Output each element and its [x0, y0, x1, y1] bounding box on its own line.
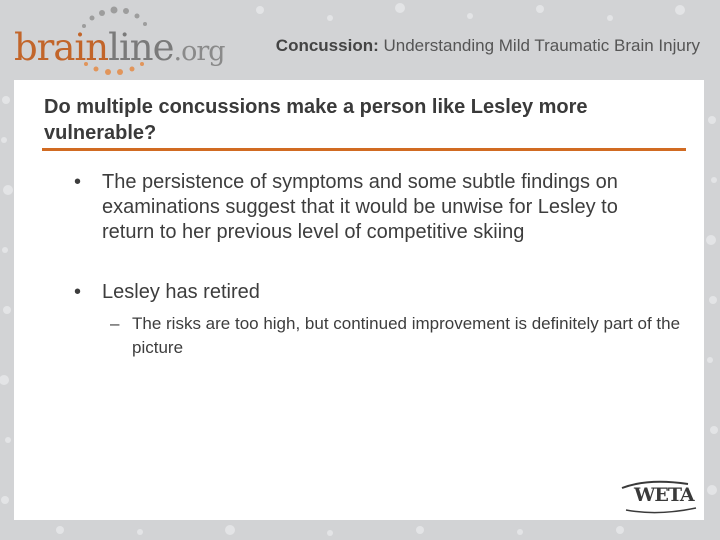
logo-wordmark: brainline.org — [14, 26, 225, 69]
presentation-title: Concussion: Understanding Mild Traumatic Brain Injury — [275, 36, 700, 55]
title-divider — [42, 148, 686, 151]
bullet-mark: • — [74, 281, 82, 303]
slide-title: Do multiple concussions make a person like Lesley more vulnerable? — [44, 96, 588, 144]
sub-bullet-mark: – — [110, 314, 120, 333]
bullet-text: The persistence of symptoms and some subtle findings on examinations suggest that it would be unwise for Lesley to return to her previous level of competitive skiing — [102, 171, 618, 243]
sub-bullet-item — [110, 312, 690, 360]
bullet-text: Lesley has retired — [102, 281, 260, 303]
sub-bullet-text: The risks are too high, but continued improvement is definitely part of the picture — [132, 314, 681, 357]
brainline-logo[interactable] — [14, 8, 225, 78]
bullet-mark: • — [74, 171, 82, 193]
slide-content-panel — [14, 80, 704, 520]
header-bar — [0, 0, 720, 80]
weta-logo — [618, 478, 702, 516]
bullet-item — [74, 280, 674, 305]
bullet-item — [74, 170, 674, 245]
weta-wordmark: WETA — [634, 484, 694, 506]
